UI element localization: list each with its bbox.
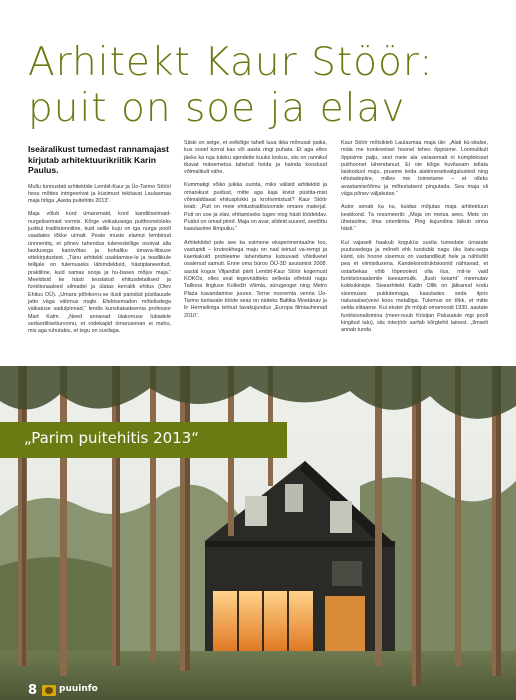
award-banner-text: „Parim puitehitis 2013“ bbox=[24, 429, 200, 447]
paragraph: Maja võlub kord ümarsmaid, kord kandiliseimaid-nurgelisemaid vormis. Kõrge veikatuseiga puitfooneloleks justkui traditsionniline, kuid sellle kuju on iga nurga poolt vaadates lõkke uimalt. Peale muste elamut lembinud ünnnentiq, et põnev tahendus tulenestellige osoivat alla laodusega kaosvõtas ja kohaliku ümava-liitsuse ettekirjutustest. „Tänu arhitekti usaldamise-le ja teadlikule tellijale on tulemuseks lähimdelduid, hästiplaneeritud, praktiline, kuid samas sooja ja hu-bases mõjuv maja.“ Meeldisid ke hästi teostatud ehitusdetailised ja funktionaalsed silmadel ja ülatas kerralik ehitus (Olev Ehitus OÜ). „Umara põhikorru-se ilusti paindüd püstlauude jatto väga vähmus majle. Efektsemadon mõtelisdega väikatuse sadulpinnad,“ lendis kunstiakadeemia professor Mart Kalm. „Need annavad ülakorruse tubadele sedaortilisetiurvomu, et rodekapid ümarusenan ei mahu, mis aga ruhutakiu, et tegu on suvilaga. bbox=[28, 211, 171, 335]
paragraph: Siiski on selge, et eelkõige tahetl luua ikka mõnusat paika, kus sooel korral kas või aasta ringi puhata. Et aga elles jäeks ka ruja tuleku ajendeite kuuks lookus, siis on rannikul tkavat mänemetsa tahetud hoida ja hainda koosluud võimalikult vähe. bbox=[184, 140, 327, 176]
article-title: Arhitekt Kaur Stöör: puit on soe ja elav bbox=[28, 40, 434, 131]
text-column-2 bbox=[184, 140, 327, 326]
paragraph: Kui vajaselt haakub koguküs suvila tumedate ümarate puutuvedega ja mõnelt ehk tundubki nagu üks katu-sega kärid, siis hoone sisemus on vastandlikult hele ja nählsõilt pea et viimistlusena. Kandekonstruktsioonid nähtavad, et ostarbekas võib töpeoolest olla ilus, mit-te vaid funktsionaalsmile iseeasmulik. „Ilusti keiamt“ meenutav kukkukkvipe. Sisearhitekt Katlin Ollik on jätkanud kodu sisemuses puidutemaga, kasutades seda ilpris naturaalse(veivi koos metalliga. Tulemus on tõkk, et mitte selda elitaarne. Kui ekster jõr mõjub omamoodi 1930. aastate funktsionalismina (meer-nuub Kristjan Palusalule mgi pooll kingitud talu), siis interjöör sarfab kõrgtehti lainest. „Ilmselt annab tunda bbox=[341, 239, 488, 334]
award-banner bbox=[0, 422, 287, 458]
puuinfo-logo-icon bbox=[42, 685, 56, 696]
paragraph: Kummatigi võiko juikka uurida, miks välisid arhitektid ja omanikust puidust, mitte aga kaja kivist püstita-mist võimalddavat ehitusplokki ja krohvimistust? Kaur Stöör leiab: „Puit on meie ehitustraditsioonide omane materjal. Puit on soe ja elav, ehitamiseks tugev ning hästi töödeldav. Puidul on omad piirid. Maja on avar, sildeid suured, seetõttu kasutasime liimpuiku.“ bbox=[184, 182, 327, 233]
house-photo bbox=[0, 366, 516, 700]
text-column-3 bbox=[341, 140, 488, 340]
paragraph: Kaur Stöör mõtsikleb Laulasmaa maja üle: „Alati kü-sitalse, mida me konkreetsel hoonel tehes õppisime. Loomulikult õppisime palju, sest meie ala varasemalt ni kompleksset puithoonet lahendanud. Ei ole kõige huvitavam tellata laiskoduol maju, pruame leida alatinnesekvalgalustied ning nihutadepiire, milles me toimetame – et olleks avastamisrõõmu ja mõtestatseni pingutada. Sea maja oli väga põnev väljakutse.“ bbox=[341, 140, 488, 198]
paragraph: Arhitektidel pole see ka esimene eksperimentaalne too, vastupidi – kruteskhega maju on nad teinud va-remgi ja kaerkakuid probleeme lahendama kutsuvaid võistluetel osalenud samuti. Enne oma büroo ÖÜ-3D asutamist 2008. aastal kogus Viljandist pärit Lembit-Kaur Stöör kogemust KOKOs, olles seal tegevnäitleks sellesta elfetsid nagu Tallinna lingluse Kolledži võimla, sürugeogei ning Metro Plaza kavandamise juures. Terne nooremta venna Üo-Tarmo tuntavate tööde seas on näiteks Baltika Moetänav ja lir Hermeliniga tehtud tavakujundus „Europa filmiauhinnad 2010“. bbox=[184, 239, 327, 319]
publisher-logo-text: puuinfo bbox=[59, 684, 98, 694]
page-number: 8 bbox=[28, 683, 38, 698]
paragraph: Autor senab ka nu, kuidas mõjutas maja arhitektuun keskkond. Ta resumeerib: „Maja on metsa sees. Mets on ühetaoline, ilma orientiirita. Ping kujundina läikub sinna hästi.“ bbox=[341, 204, 488, 233]
text-column-1 bbox=[28, 140, 171, 341]
paragraph: Mullu tunnustati arhitektide Lembit-Kaur ja Üo-Tarmo Stööri hess mõttes intrigeerivat ja küsimust tekitavat Laulasmaa maja hitiga „Aasta puitehitis 2013“. bbox=[28, 183, 171, 205]
article-lead: Iseäralikust tumedast rannamajast kirjutab arhitektuurikriitik Karin Paulus. bbox=[28, 144, 169, 175]
